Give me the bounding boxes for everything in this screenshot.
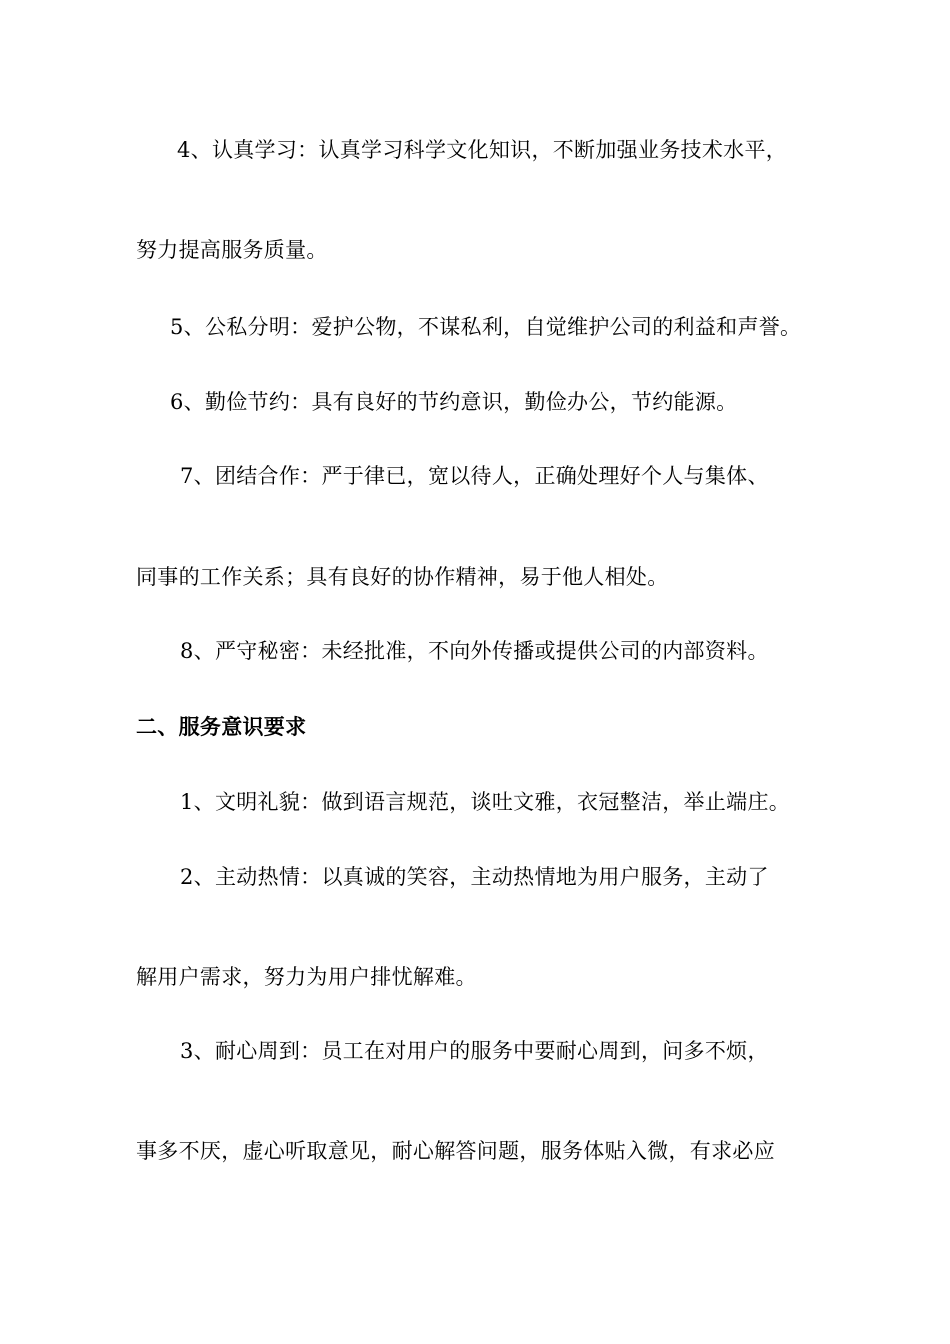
paragraph-line-6: 6、勤俭节约：具有良好的节约意识，勤俭办公，节约能源。 <box>170 390 738 414</box>
paragraph-line-4: 4、认真学习：认真学习科学文化知识，不断加强业务技术水平， <box>177 138 788 162</box>
paragraph-line-2: 2、主动热情：以真诚的笑容，主动热情地为用户服务，主动了 <box>180 865 769 889</box>
paragraph-line-8: 8、严守秘密：未经批准，不向外传播或提供公司的内部资料。 <box>180 639 769 663</box>
paragraph-line-2-cont: 解用户需求，努力为用户排忧解难。 <box>136 965 477 989</box>
paragraph-line-5: 5、公私分明：爱护公物，不谋私利，自觉维护公司的利益和声誉。 <box>170 315 802 339</box>
paragraph-line-4-cont: 努力提高服务质量。 <box>136 238 328 262</box>
paragraph-line-7: 7、团结合作：严于律已，宽以待人，正确处理好个人与集体、 <box>180 464 769 488</box>
paragraph-line-3: 3、耐心周到：员工在对用户的服务中要耐心周到，问多不烦， <box>180 1039 769 1063</box>
paragraph-line-3-cont: 事多不厌，虚心听取意见，耐心解答问题，服务体贴入微，有求必应 <box>136 1139 775 1163</box>
section-heading: 二、服务意识要求 <box>136 715 307 739</box>
paragraph-line-1: 1、文明礼貌：做到语言规范，谈吐文雅，衣冠整洁，举止端庄。 <box>180 790 791 814</box>
paragraph-line-7-cont: 同事的工作关系；具有良好的协作精神，易于他人相处。 <box>136 565 669 589</box>
